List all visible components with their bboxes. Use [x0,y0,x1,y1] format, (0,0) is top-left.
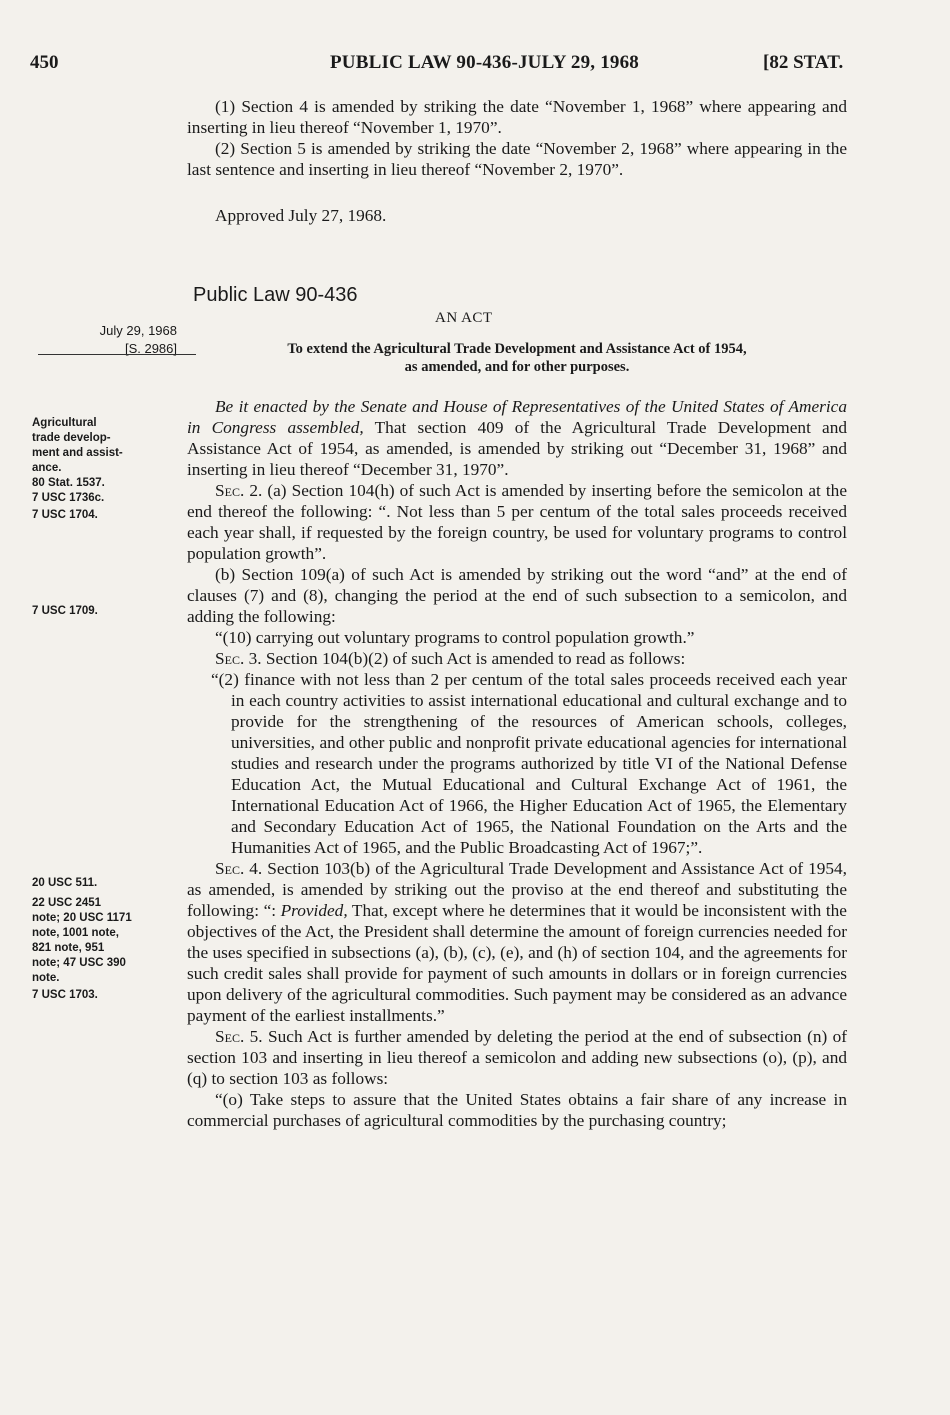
section-2a [187,480,847,564]
margin-note-line: 821 note, 951 [32,942,105,954]
margin-note-ref: 80 Stat. 1537. [32,477,105,489]
prior-act-text [187,96,847,180]
margin-note-line: note; 47 USC 390 [32,957,126,969]
section-2b: (b) Section 109(a) of such Act is amended by striking out the word “and” at the end of clauses (7) and (8), changing the period at the end of such subsection to a semicolon, and adding the following: [187,565,847,626]
margin-note-line: 22 USC 2451 [32,897,102,909]
enacting-phrase: Be it enacted by the Senate and House of Representatives of the United States of America in Congress assembled, [187,397,847,437]
section-4-label: Sec. 4. [215,859,263,878]
section-3-quote: “(2) finance with not less than 2 per centum of the total sales proceeds received each year in each country activities to assist international educational and cultural exchange and to provide for the strengthening of the resources of American schools, colleges, universities, and other public and nonprofit private educational agencies for international studies and research under the programs authorized by title VI of the National Defense Education Act, the Mutual Educational and Cultural Exchange Act of 1961, the International Education Act of 1966, the Higher Education Act of 1965, the Elementary and Secondary Education Act of 1965, the National Foundation on the Arts and the Humanities Act of 1965, and the Public Broadcasting Act of 1967;”. [211,670,847,857]
margin-note-line: note. [32,972,60,984]
section-5-label: Sec. 5. [215,1027,263,1046]
margin-note-line: trade develop- [32,432,111,444]
act-purpose [187,340,847,376]
section-2a-text: (a) Section 104(h) of such Act is amended by inserting before the semicolon at the end thereof the following: “. Not less than 5 per centum of the total sales proceeds received each year shall, if requested by the foreign country, be used for voluntary programs to control population growth”. [187,481,847,563]
section-3-label: Sec. 3. [215,649,262,668]
section-1-text: That section 409 of the Agricultural Trade Development and Assistance Act of 1954, as amended, is amended by striking out “December 31, 1968” and inserting in lieu thereof “December 31, 1970”. [187,418,847,479]
section-5-text: Such Act is further amended by deleting the period at the end of subsection (n) of section 103 and inserting in lieu thereof a semicolon and adding new subsections (o), (p), and (q) to section 103 as follows: [187,1027,848,1088]
purpose-line-1: To extend the Agricultural Trade Development and Assistance Act of 1954, [287,341,747,357]
section-3-text: Section 104(b)(2) of such Act is amended to read as follows: [261,649,686,668]
section-5-quote: “(o) Take steps to assure that the United States obtains a fair share of any increase in commercial purchases of agricultural commodities by the purchasing country; [187,1090,847,1130]
margin-date: July 29, 1968 [99,323,177,338]
page-number: 450 [30,52,59,73]
purpose-line-2: as amended, and for other purposes. [404,359,630,375]
margin-note-20usc511: 20 USC 511. [32,877,98,889]
law-title: Public Law 90-436 [193,284,358,306]
margin-note-agricultural [32,416,182,523]
running-head: PUBLIC LAW 90-436-JULY 29, 1968 [330,52,640,73]
margin-note-7usc1709: 7 USC 1709. [32,605,98,617]
section-2b-quote: “(10) carrying out voluntary programs to control population growth.” [215,628,695,647]
margin-note-line: ment and assist- [32,447,123,459]
margin-note-22usc2451 [32,896,182,986]
section-3 [187,648,847,669]
margin-note-line: note, 1001 note, [32,927,119,939]
margin-date-block [62,322,177,358]
prior-act-para-2: (2) Section 5 is amended by striking the date “November 2, 1968” where appearing in the last sentence and inserting in lieu thereof “November 2, 1970”. [187,139,847,179]
section-5 [187,1026,847,1089]
act-body [187,396,847,1131]
volume-reference: [82 STAT. [763,52,844,73]
section-2-label: Sec. 2. [215,481,263,500]
margin-note-ref: 7 USC 1704. [32,509,98,521]
margin-note-line: Agricultural [32,417,97,429]
margin-note-7usc1703: 7 USC 1703. [32,989,98,1001]
margin-bill-number: [S. 2986] [124,341,177,356]
act-heading: AN ACT [435,310,493,326]
margin-divider [38,354,196,355]
section-4 [187,858,847,1026]
provided-word: Provided, [280,901,348,920]
enacting-clause [187,396,847,480]
approved-date: Approved July 27, 1968. [215,206,387,225]
margin-note-ref: 7 USC 1736c. [32,492,105,504]
section-4-text-a: Section 103(b) of the Agricultural Trade Development and Assistance Act of 1954, as amended, is amended by striking out the proviso at the end thereof and substituting the following: “: [187,859,848,920]
margin-note-line: note; 20 USC 1171 [32,912,132,924]
section-4-text-b: That, except where he determines that it would be inconsistent with the objectives of the Act, the President shall determine the amount of foreign currencies needed for the uses specified in subsections (a), (b), (c), (e), and (h) of section 104, and the agreements for such credit sales shall provide for payment of such amounts in dollars or in foreign currencies upon delivery of the agricultural commodities. Such payment may be considered as an advance payment of the earliest installments.” [187,901,847,1025]
prior-act-para-1: (1) Section 4 is amended by striking the date “November 1, 1968” where appearing and inserting in lieu thereof “November 1, 1970”. [187,97,847,137]
margin-note-line: ance. [32,462,62,474]
